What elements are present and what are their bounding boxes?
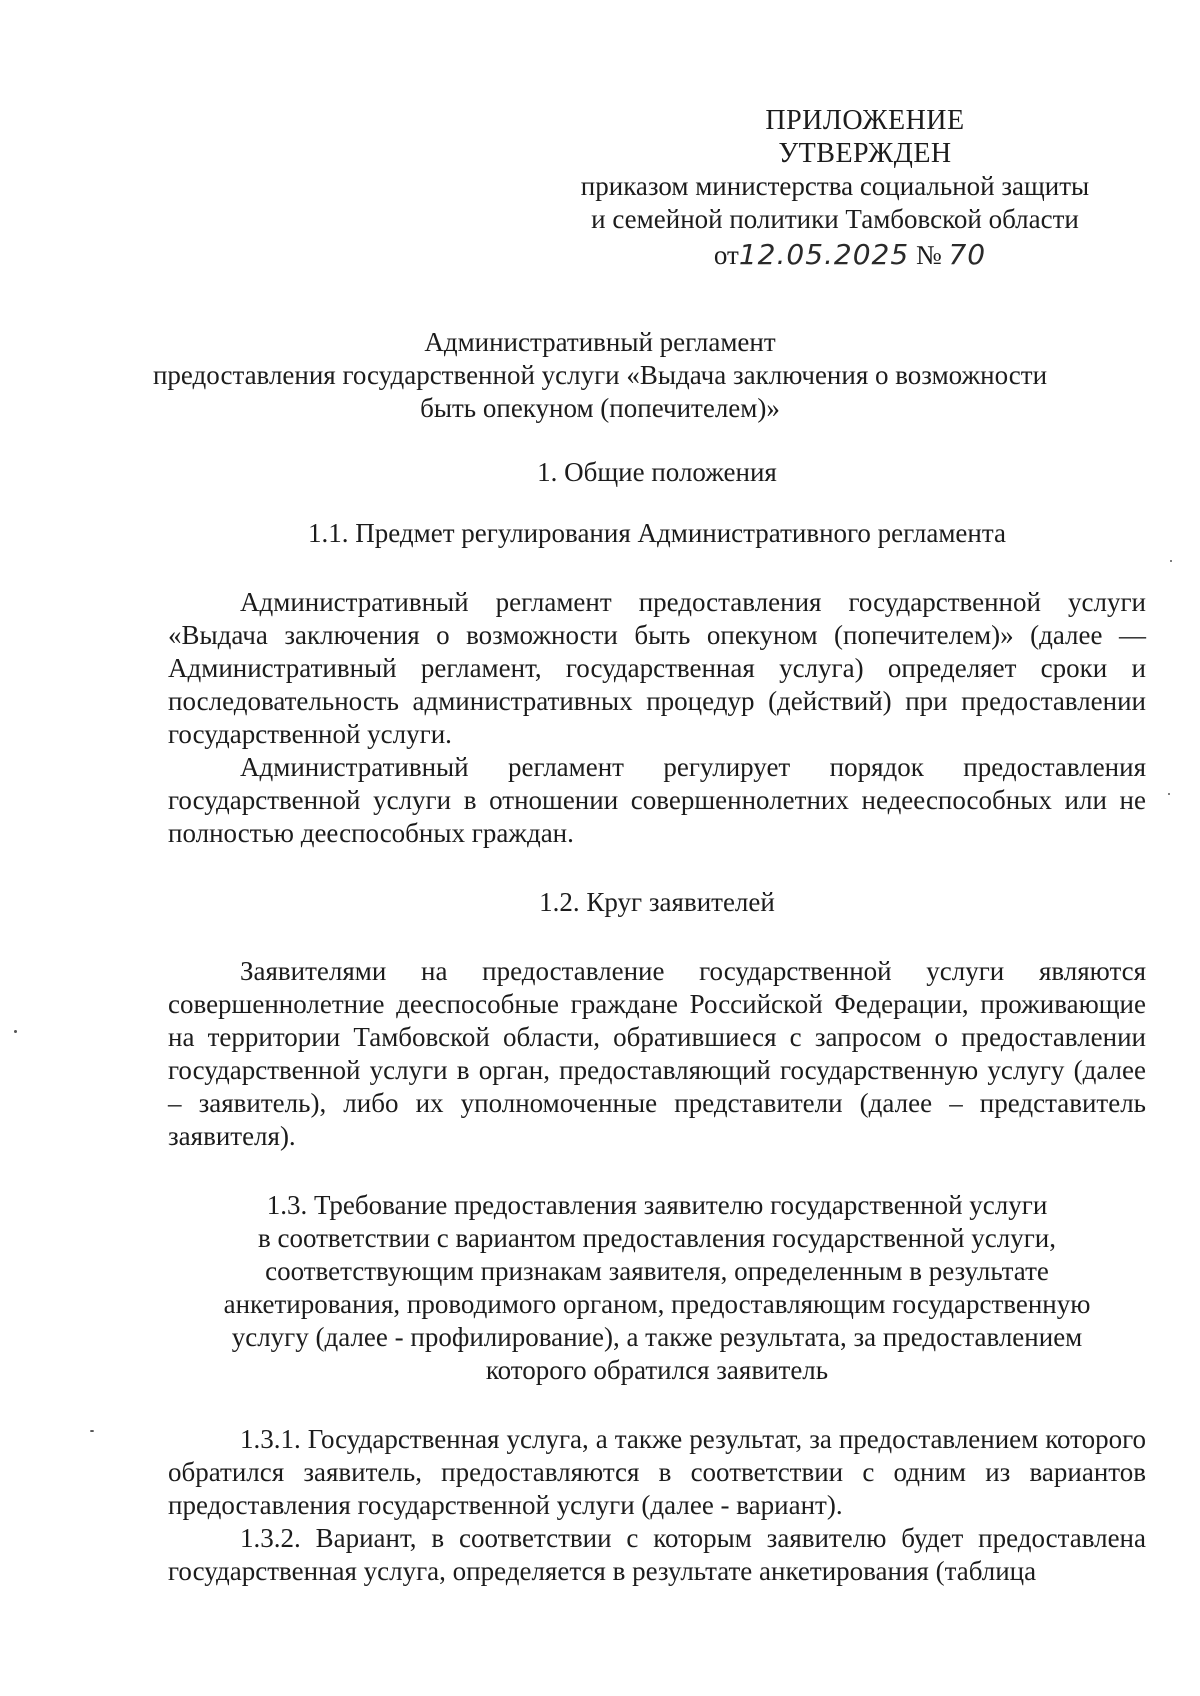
section-heading-1-2: 1.2. Круг заявителей	[539, 887, 775, 917]
paragraph-3: Заявителями на предоставление государственной услуги являются совершеннолетние дееспособные граждане Российской Федерации, проживающие на территории Тамбовской области, обратившиеся с запросом о предоставлении государственной услуги в орган, предоставляющий государственную услугу (далее – заявитель), либо их уполномоченные представители (далее – представитель заявителя).	[168, 956, 1146, 1151]
heading-1-3-line-5: услугу (далее - профилирование), а также результата, за предоставлением	[231, 1322, 1083, 1352]
section-heading-1-1: 1.1. Предмет регулирования Административного регламента	[308, 518, 1006, 548]
handwritten-date: 12.05.2025	[738, 238, 910, 271]
handwritten-number: 70	[948, 238, 987, 271]
appendix-label: ПРИЛОЖЕНИЕ	[765, 105, 965, 136]
heading-1-3-line-2: в соответствии с вариантом предоставления государственной услуги,	[258, 1223, 1056, 1253]
scan-speck	[1168, 793, 1170, 795]
section-heading-1-3	[168, 1189, 1146, 1387]
heading-1-3-line-4: анкетирования, проводимого органом, предоставляющим государственную	[223, 1289, 1091, 1319]
title-line-2: предоставления государственной услуги «Выдача заключения о возможности	[152, 360, 1048, 390]
title-line-3: быть опекуном (попечителем)»	[420, 393, 780, 423]
heading-1-3-line-6: которого обратился заявитель	[485, 1355, 829, 1385]
paragraph-1: Административный регламент предоставления государственной услуги «Выдача заключения о возможности быть опекуном (попечителем)» (далее — Административный регламент, государственная услуга) определяет сроки и последовательность административных процедур (действий) при предоставлении государственной услуги.	[168, 587, 1146, 749]
document-body	[168, 456, 1146, 1588]
section-heading-1: 1. Общие положения	[537, 457, 777, 487]
order-line-1: приказом министерства социальной защиты	[580, 171, 1090, 201]
scan-speck	[14, 1030, 17, 1033]
order-date-line	[550, 238, 1150, 272]
scan-speck	[1170, 560, 1172, 562]
approved-label: УТВЕРЖДЕН	[778, 138, 952, 169]
order-line-2: и семейной политики Тамбовской области	[591, 204, 1079, 234]
number-sign: №	[915, 240, 942, 270]
heading-1-3-line-3: соответствующим признакам заявителя, определенным в результате	[265, 1256, 1049, 1286]
paragraph-5: 1.3.2. Вариант, в соответствии с которым заявителю будет предоставлена государственная услуга, определяется в результате анкетирования (таблица	[168, 1523, 1146, 1586]
document-title	[150, 326, 1050, 425]
approval-block	[540, 104, 1150, 272]
title-line-1: Административный регламент	[424, 327, 776, 357]
heading-1-3-line-1: 1.3. Требование предоставления заявителю государственной услуги	[266, 1190, 1048, 1220]
paragraph-2: Административный регламент регулирует порядок предоставления государственной услуги в отношении совершеннолетних недееспособных или не полностью дееспособных граждан.	[168, 752, 1146, 848]
scan-speck	[90, 1430, 94, 1432]
paragraph-4: 1.3.1. Государственная услуга, а также результат, за предоставлением которого обратился заявитель, предоставляются в соответствии с одним из вариантов предоставления государственной услуги (далее - вариант).	[168, 1424, 1146, 1520]
date-prefix: от	[713, 240, 739, 270]
